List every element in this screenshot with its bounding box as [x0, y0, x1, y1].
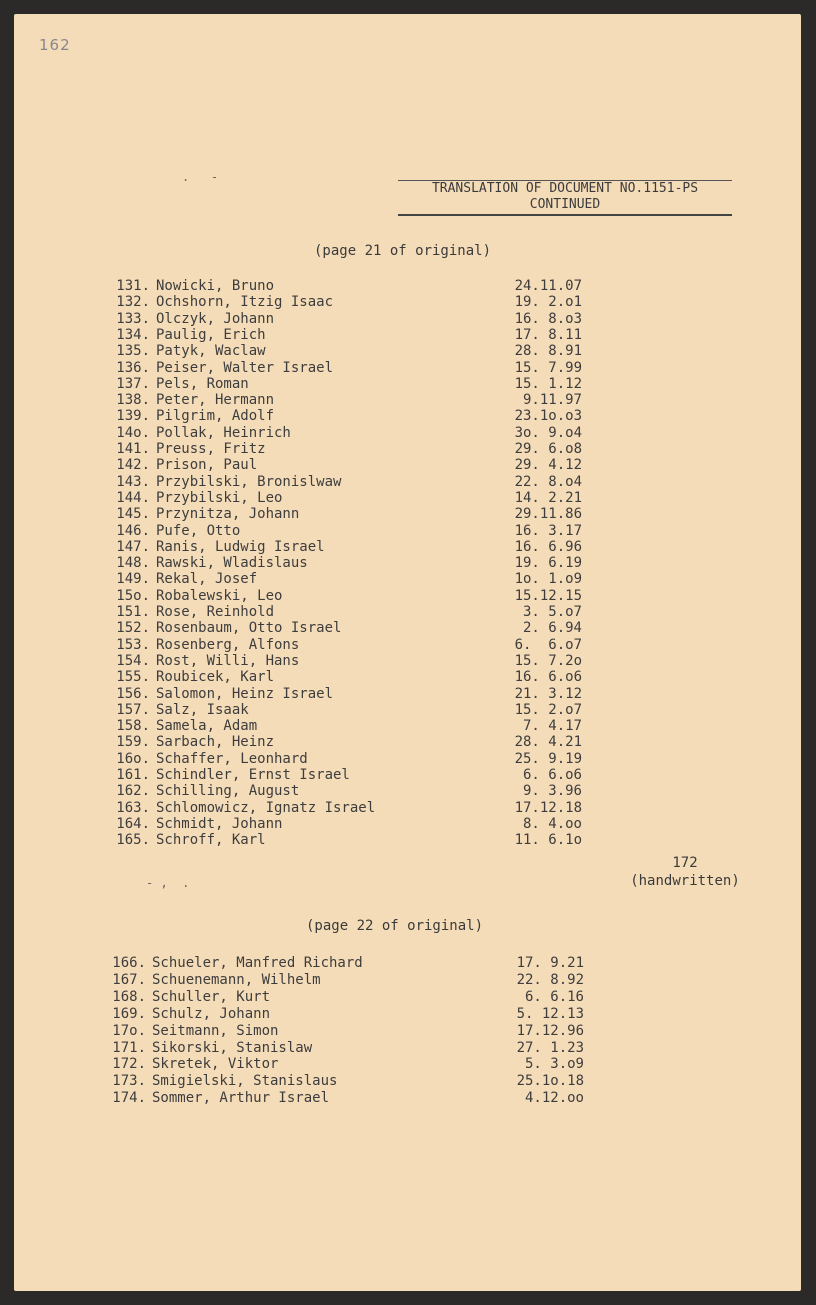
list-item — [106, 474, 626, 491]
entry-number: 165. — [116, 832, 150, 849]
entry-name: Olczyk, Johann — [156, 310, 275, 327]
entry-number: 143. — [116, 473, 150, 490]
entry-date: 9.11.97 — [522, 392, 582, 409]
entry-name: Schroff, Karl — [156, 832, 266, 849]
list-item — [106, 686, 626, 703]
entry-name: Rekal, Josef — [156, 571, 258, 588]
entry-name: Rose, Reinhold — [156, 604, 275, 620]
list-item — [102, 1056, 622, 1073]
entry-date: 6. 6.o7 — [514, 636, 582, 653]
list-item — [106, 669, 626, 686]
entry-number: 157. — [116, 701, 150, 718]
entry-number: 152. — [116, 620, 150, 637]
entry-date: 28. 4.21 — [514, 734, 582, 751]
entry-number: 137. — [116, 375, 150, 392]
entry-date: 29. 4.12 — [514, 457, 582, 474]
entry-date: 15. 7.99 — [514, 359, 582, 376]
entry-date: 6. 6.o6 — [522, 767, 582, 783]
entry-name: Salomon, Heinz Israel — [156, 685, 334, 702]
entry-number: 161. — [116, 767, 150, 783]
entry-name: Pufe, Otto — [156, 522, 241, 539]
entry-date: 11. 6.1o — [514, 832, 582, 849]
entry-date: 16. 6.o6 — [514, 669, 582, 686]
handwritten-note — [610, 854, 760, 890]
entry-date: 23.1o.o3 — [514, 408, 582, 425]
list-item — [106, 588, 626, 605]
list-item — [106, 294, 626, 311]
entry-name: Salz, Isaak — [156, 701, 249, 718]
list-item — [106, 555, 626, 572]
list-item — [106, 620, 626, 637]
entry-number: 173. — [112, 1073, 146, 1090]
entry-number: 131. — [116, 278, 150, 294]
entry-name: Patyk, Waclaw — [156, 343, 266, 360]
list-item — [106, 408, 626, 425]
entry-name: Preuss, Fritz — [156, 441, 266, 457]
entry-date: 5. 3.o9 — [524, 1056, 584, 1073]
stray-marks-2: - , . — [146, 876, 190, 890]
list-item — [106, 360, 626, 377]
entry-name: Smigielski, Stanislaus — [152, 1073, 338, 1090]
list-item — [102, 955, 622, 972]
entry-number: 136. — [116, 359, 150, 376]
entry-name: Peiser, Walter Israel — [156, 359, 334, 376]
entry-number: 153. — [116, 636, 150, 653]
entry-name: Sommer, Arthur Israel — [152, 1090, 330, 1107]
entry-date: 15. 1.12 — [514, 375, 582, 392]
entry-name: Roubicek, Karl — [156, 669, 275, 686]
header-title: TRANSLATION OF DOCUMENT NO.1151-PS — [398, 180, 732, 197]
entry-number: 167. — [112, 971, 146, 988]
handwritten-label: (handwritten) — [630, 873, 740, 889]
entry-number: 171. — [112, 1039, 146, 1056]
entry-name: Nowicki, Bruno — [156, 278, 275, 294]
entry-number: 147. — [116, 538, 150, 555]
list-item — [106, 490, 626, 507]
entry-date: 3. 5.o7 — [522, 604, 582, 620]
entry-date: 17.12.18 — [514, 799, 582, 816]
entry-number: 159. — [116, 734, 150, 751]
list-item — [106, 392, 626, 409]
entry-date: 3o. 9.o4 — [514, 424, 582, 441]
list-item — [106, 751, 626, 768]
section-label-page-21: (page 21 of original) — [314, 243, 492, 259]
entry-name: Ranis, Ludwig Israel — [156, 538, 325, 555]
entry-name: Pels, Roman — [156, 375, 249, 392]
list-item — [102, 972, 622, 989]
entry-date: 17. 9.21 — [516, 955, 584, 971]
entry-name: Schuenemann, Wilhelm — [152, 971, 321, 988]
entry-number: 149. — [116, 571, 150, 588]
entry-name: Rawski, Wladislaus — [156, 555, 308, 572]
entry-name: Skretek, Viktor — [152, 1056, 279, 1073]
entry-number: 174. — [112, 1090, 146, 1107]
entry-date: 16. 8.o3 — [514, 310, 582, 327]
entry-number: 146. — [116, 522, 150, 539]
list-item — [106, 376, 626, 393]
entry-name: Samela, Adam — [156, 718, 258, 735]
entry-number: 154. — [116, 652, 150, 669]
entry-name: Przynitza, Johann — [156, 506, 300, 523]
entry-number: 163. — [116, 799, 150, 816]
entry-name: Rost, Willi, Hans — [156, 652, 300, 669]
entry-name: Przybilski, Bronislwaw — [156, 473, 342, 490]
entry-name: Robalewski, Leo — [156, 587, 283, 604]
entry-name: Schindler, Ernst Israel — [156, 767, 350, 783]
stray-marks: . - — [182, 170, 219, 184]
entry-date: 16. 6.96 — [514, 538, 582, 555]
list-item — [106, 441, 626, 458]
entry-number: 133. — [116, 310, 150, 327]
entry-date: 8. 4.oo — [522, 815, 582, 832]
entry-date: 1o. 1.o9 — [514, 571, 582, 588]
list-item — [106, 718, 626, 735]
section-label-page-22: (page 22 of original) — [306, 918, 484, 934]
list-item — [102, 1040, 622, 1057]
page-number: 162 — [39, 36, 71, 54]
entry-date: 24.11.07 — [514, 278, 582, 294]
list-item — [106, 278, 626, 295]
entry-date: 27. 1.23 — [516, 1039, 584, 1056]
entry-name: Pilgrim, Adolf — [156, 408, 275, 425]
entry-name: Schueler, Manfred Richard — [152, 955, 363, 971]
list-item — [106, 539, 626, 556]
header-subtitle: CONTINUED — [398, 197, 732, 216]
list-item — [106, 800, 626, 817]
entry-date: 6. 6.16 — [524, 988, 584, 1005]
list-item — [106, 816, 626, 833]
list-item — [106, 604, 626, 621]
entry-name: Rosenbaum, Otto Israel — [156, 620, 342, 637]
list-item — [106, 506, 626, 523]
entry-number: 14o. — [116, 424, 150, 441]
entry-date: 29. 6.o8 — [514, 441, 582, 457]
entry-date: 2. 6.94 — [522, 620, 582, 637]
entry-name: Prison, Paul — [156, 457, 258, 474]
entry-date: 15. 2.o7 — [514, 701, 582, 718]
entry-name: Seitmann, Simon — [152, 1022, 279, 1039]
entry-date: 21. 3.12 — [514, 685, 582, 702]
entry-date: 28. 8.91 — [514, 343, 582, 360]
entry-name: Rosenberg, Alfons — [156, 636, 300, 653]
entry-number: 141. — [116, 441, 150, 457]
list-item — [106, 327, 626, 344]
list-item — [106, 425, 626, 442]
list-item — [102, 1006, 622, 1023]
entry-number: 144. — [116, 489, 150, 506]
entry-name: Schmidt, Johann — [156, 815, 283, 832]
entry-date: 19. 6.19 — [514, 555, 582, 572]
entry-number: 134. — [116, 326, 150, 343]
handwritten-number: 172 — [672, 855, 698, 871]
entry-name: Przybilski, Leo — [156, 489, 283, 506]
list-item — [102, 1090, 622, 1107]
entry-number: 162. — [116, 783, 150, 800]
entry-number: 142. — [116, 457, 150, 474]
entry-date: 19. 2.o1 — [514, 294, 582, 311]
list-item — [102, 1073, 622, 1090]
list-item — [106, 457, 626, 474]
entry-number: 172. — [112, 1056, 146, 1073]
entry-date: 22. 8.92 — [516, 971, 584, 988]
entry-date: 5. 12.13 — [516, 1005, 584, 1022]
entry-number: 139. — [116, 408, 150, 425]
entry-number: 145. — [116, 506, 150, 523]
document-page — [14, 14, 801, 1291]
list-item — [106, 767, 626, 784]
entry-date: 15. 7.2o — [514, 652, 582, 669]
entry-date: 17. 8.11 — [514, 326, 582, 343]
entry-number: 138. — [116, 392, 150, 409]
entry-number: 166. — [112, 955, 146, 971]
entry-name: Schaffer, Leonhard — [156, 750, 308, 767]
list-item — [106, 783, 626, 800]
entry-name: Sikorski, Stanislaw — [152, 1039, 313, 1056]
entry-date: 9. 3.96 — [522, 783, 582, 800]
list-item — [106, 571, 626, 588]
entry-name: Schulz, Johann — [152, 1005, 271, 1022]
entry-date: 16. 3.17 — [514, 522, 582, 539]
entry-name: Paulig, Erich — [156, 326, 266, 343]
list-item — [106, 311, 626, 328]
list-item — [106, 637, 626, 654]
entry-number: 155. — [116, 669, 150, 686]
list-item — [102, 1023, 622, 1040]
entry-date: 15.12.15 — [514, 587, 582, 604]
list-item — [106, 523, 626, 540]
list-item — [106, 832, 626, 849]
entry-number: 135. — [116, 343, 150, 360]
entry-date: 22. 8.o4 — [514, 473, 582, 490]
document-header — [398, 180, 732, 216]
entry-number: 169. — [112, 1005, 146, 1022]
entry-name: Sarbach, Heinz — [156, 734, 275, 751]
entry-name: Ochshorn, Itzig Isaac — [156, 294, 334, 311]
entry-date: 25.1o.18 — [516, 1073, 584, 1090]
entry-number: 15o. — [116, 587, 150, 604]
entry-number: 17o. — [112, 1022, 146, 1039]
entry-date: 29.11.86 — [514, 506, 582, 523]
entry-number: 151. — [116, 604, 150, 620]
entry-number: 164. — [116, 815, 150, 832]
entry-name: Schuller, Kurt — [152, 988, 271, 1005]
list-item — [106, 653, 626, 670]
entry-date: 25. 9.19 — [514, 750, 582, 767]
list-item — [106, 702, 626, 719]
entry-name: Peter, Hermann — [156, 392, 275, 409]
entry-number: 158. — [116, 718, 150, 735]
entry-date: 7. 4.17 — [522, 718, 582, 735]
entry-number: 148. — [116, 555, 150, 572]
entry-name: Pollak, Heinrich — [156, 424, 291, 441]
list-item — [106, 734, 626, 751]
entry-number: 156. — [116, 685, 150, 702]
list-item — [102, 989, 622, 1006]
entry-date: 17.12.96 — [516, 1022, 584, 1039]
entry-date: 4.12.oo — [524, 1090, 584, 1107]
list-item — [106, 343, 626, 360]
entry-date: 14. 2.21 — [514, 489, 582, 506]
entry-number: 132. — [116, 294, 150, 311]
entry-name: Schilling, August — [156, 783, 300, 800]
entry-number: 16o. — [116, 750, 150, 767]
entry-name: Schlomowicz, Ignatz Israel — [156, 799, 376, 816]
entry-number: 168. — [112, 988, 146, 1005]
